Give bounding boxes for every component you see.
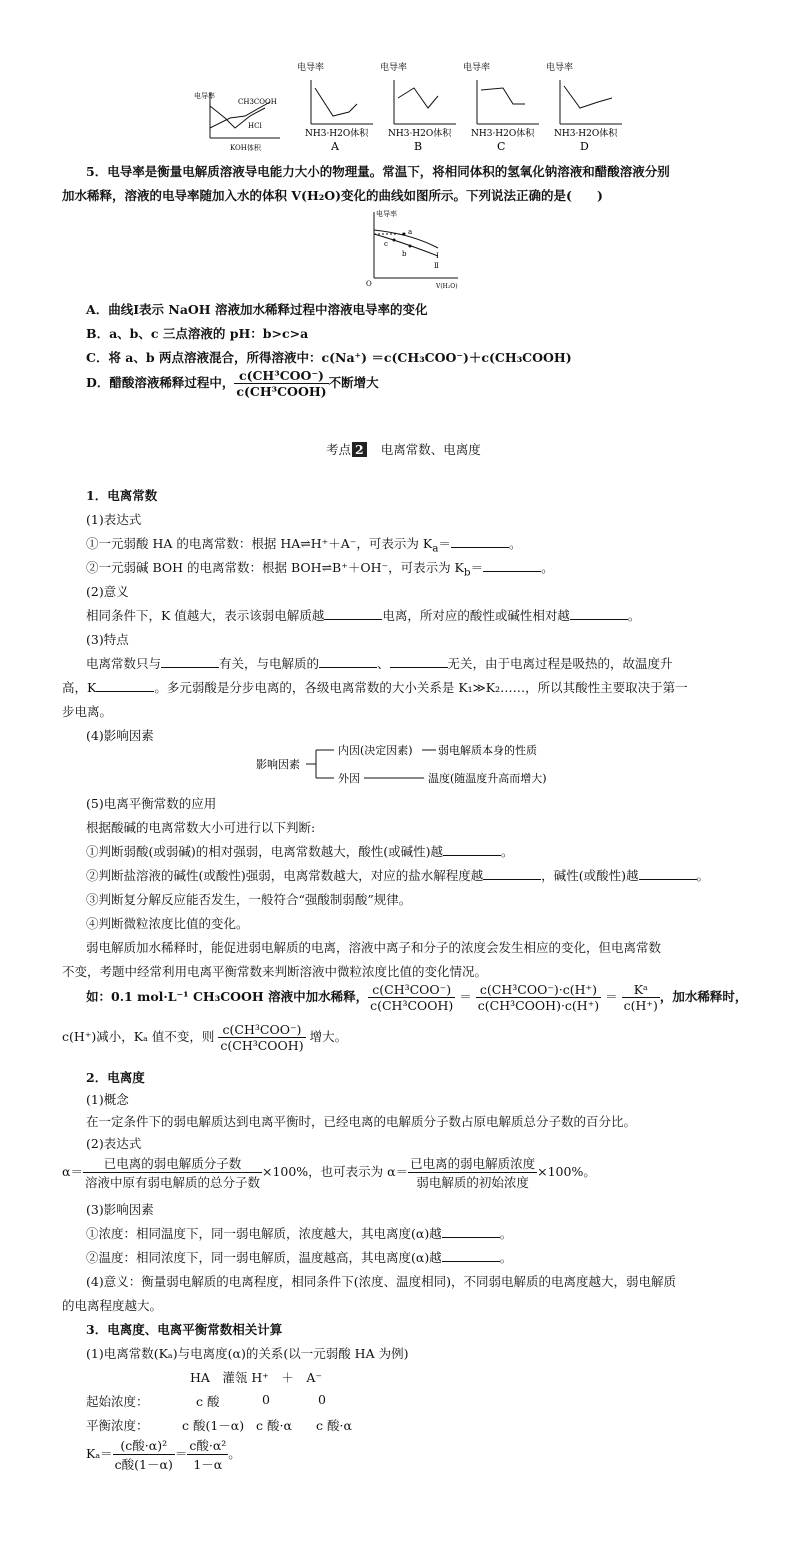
dilution-conductivity-graph <box>362 208 462 290</box>
equilibrium-concentration-label: 平衡浓度： <box>86 1418 149 1433</box>
application-2: ②判断盐溶液的碱性(或酸性)强弱，电离常数越大，对应的盐水解程度越 ，碱性(或酸性)越 。 <box>86 868 710 883</box>
alpha-formula: α＝ $\frac{\text{已电离的弱电解质分子数}}{\text{溶液中原有弱电解质的总分子数}}$ ×100%，也可表示为 α＝ $\frac{\text{已电离的弱电解质浓度}}{\text{弱电解质的初始浓度}}$ ×100%。 <box>62 1156 596 1190</box>
application-1: ①判断弱酸(或弱碱)的相对强弱，电离常数越大，酸性(或碱性)越 。 <box>86 844 514 859</box>
point-label-a: a <box>408 228 413 236</box>
option-letter-a: A <box>331 140 339 152</box>
sub-influences: (3)影响因素 <box>86 1202 154 1217</box>
significance-line1: (4)意义：衡量弱电解质的电离程度，相同条件下(浓度、温度相同)，不同弱电解质的电离度越大，弱电解质 <box>86 1274 676 1289</box>
curve-label-2: Ⅱ <box>434 262 439 270</box>
graph-xlabel: V(H₂O) <box>436 283 458 290</box>
option-letter-d: D <box>580 140 589 152</box>
equilibrium-arrow: ⇌ <box>300 536 311 551</box>
option-d-fraction: $\frac{\text{c(CH³COO⁻)}}{\text{c(CH³COOH)}}$ <box>236 368 327 399</box>
answer-blank <box>442 1225 500 1238</box>
section-number-badge: 2 <box>352 442 367 457</box>
answer-blank <box>390 655 448 668</box>
svg-text:外因: 外因 <box>338 772 360 785</box>
dilution-paragraph-line1: 弱电解质加水稀释时，能促进弱电解质的电离，溶液中离子和分子的浓度会发生相应的变化，但电离常数 <box>86 940 662 955</box>
dilution-paragraph-line2: 不变，考题中经常利用电离平衡常数来判断溶液中微粒浓度比值的变化情况。 <box>62 964 488 979</box>
svg-text:弱电解质本身的性质: 弱电解质本身的性质 <box>438 744 537 757</box>
graph-xlabel: KOH体积 <box>230 144 261 152</box>
sub-factors: (4)影响因素 <box>86 728 154 743</box>
option-a: A．曲线Ⅰ表示 NaOH 溶液加水稀释过程中溶液电导率的变化 <box>86 302 428 317</box>
answer-blank <box>161 655 219 668</box>
graph-ylabel: 电导率 <box>297 63 325 73</box>
svg-text:温度(随温度升高而增大): 温度(随温度升高而增大) <box>428 772 547 785</box>
option-graph-b <box>376 60 458 152</box>
sub-applications: (5)电离平衡常数的应用 <box>86 796 217 811</box>
influence-concentration: ①浓度：相同温度下，同一弱电解质，浓度越大，其电离度(α)越 。 <box>86 1226 513 1241</box>
answer-blank <box>639 867 697 880</box>
meaning-line: 相同条件下，K 值越大，表示该弱电解质越 电离，所对应的酸性或碱性相对越 。 <box>86 608 641 623</box>
answer-blank <box>324 607 382 620</box>
answer-blank <box>483 559 541 572</box>
significance-line2: 的电离程度越大。 <box>62 1298 163 1313</box>
factors-diagram <box>254 740 574 790</box>
answer-blank <box>319 655 377 668</box>
curve-label-1: Ⅰ <box>436 252 439 260</box>
graph-xlabel: NH3·H2O体积 <box>388 129 452 139</box>
sub-meaning: (2)意义 <box>86 584 129 599</box>
heading-ionization-degree: 2．电离度 <box>86 1070 145 1085</box>
answer-blank <box>570 607 628 620</box>
graph-origin: O <box>366 280 372 288</box>
sub-expression-2: (2)表达式 <box>86 1136 142 1151</box>
point-label-c: c <box>384 240 388 248</box>
option-letter-c: C <box>497 140 506 152</box>
initial-ha: c 酸 <box>196 1394 220 1409</box>
features-line3: 步电离。 <box>62 704 113 719</box>
answer-blank <box>483 867 541 880</box>
graph-ylabel: 电导率 <box>194 92 215 100</box>
boh-constant-line: ②一元弱碱 BOH 的电离常数：根据 BOH⇌B⁺＋OH⁻，可表示为 $K_b=$ 。 <box>86 560 554 579</box>
curve-label-ch3cooh: CH3COOH <box>238 98 277 106</box>
svg-text:内因(决定因素): 内因(决定因素) <box>338 744 413 757</box>
influence-temperature: ②温度：相同浓度下，同一弱电解质，温度越高，其电离度(α)越 。 <box>86 1250 513 1265</box>
heading-calculation: 3．电离度、电离平衡常数相关计算 <box>86 1322 283 1337</box>
curve-label-hcl: HCl <box>248 122 262 130</box>
graph-ylabel: 电导率 <box>376 210 397 218</box>
option-letter-b: B <box>414 140 423 152</box>
question-5-stem-line2: 加水稀释，溶液的电导率随加入水的体积 V(H₂O)变化的曲线如图所示。下列说法正确的是( ) <box>62 188 603 203</box>
sub-relation: (1)电离常数(Kₐ)与电离度(α)的关系(以一元弱酸 HA 为例) <box>86 1346 409 1361</box>
heading-ionization-constant: 1．电离常数 <box>86 488 158 503</box>
applications-intro: 根据酸碱的电离常数大小可进行以下判断: <box>86 820 316 835</box>
sub-concept: (1)概念 <box>86 1092 129 1107</box>
initial-concentration-label: 起始浓度： <box>86 1394 149 1409</box>
sub-features: (3)特点 <box>86 632 129 647</box>
section-heading: 考点 2 电离常数、电离度 <box>326 442 481 457</box>
answer-blank <box>443 843 501 856</box>
graph-ylabel: 电导率 <box>546 63 574 73</box>
initial-a: 0 <box>318 1392 326 1407</box>
point-label-b: b <box>402 250 407 258</box>
initial-h: 0 <box>262 1392 270 1407</box>
sub-expression: (1)表达式 <box>86 512 142 527</box>
ka-formula: Kₐ＝ $\frac{\text{(c酸·α)²}}{\text{c酸(1－α)}}$ ＝ $\frac{\text{c酸·α²}}{1-\alpha}$ 。 <box>86 1438 241 1472</box>
answer-blank <box>442 1249 500 1262</box>
graph-xlabel: NH3·H2O体积 <box>305 129 369 139</box>
ha-constant-line: ①一元弱酸 HA 的电离常数：根据 HA⇌H⁺＋A⁻，可表示为 $K_a=$ 。 <box>86 536 522 555</box>
ionization-equation: HA 灌瓴 H⁺ ＋ A⁻ <box>190 1370 323 1385</box>
answer-blank <box>451 535 509 548</box>
application-3: ③判断复分解反应能否发生，一般符合“强酸制弱酸”规律。 <box>86 892 412 907</box>
graph-xlabel: NH3·H2O体积 <box>471 129 535 139</box>
example-line2: c(H⁺)减小，Kₐ 值不变，则 $\frac{\text{c(CH³COO⁻)}}{\text{c(CH³COOH)}}$ 增大。 <box>62 1022 348 1053</box>
graph-xlabel: NH3·H2O体积 <box>554 129 618 139</box>
equilibrium-a: c 酸·α <box>316 1418 352 1433</box>
answer-blank <box>96 679 154 692</box>
application-4: ④判断微粒浓度比值的变化。 <box>86 916 249 931</box>
option-d: D．醋酸溶液稀释过程中， $\frac{\text{c(CH³COO⁻)}}{\text{c(CH³COOH)}}$ 不断增大 <box>86 368 379 399</box>
option-graph-d <box>542 60 624 152</box>
svg-text:影响因素: 影响因素 <box>256 758 300 771</box>
option-c: C．将 a、b 两点溶液混合，所得溶液中：c(Na⁺) ＝c(CH₃COO⁻)＋c(CH₃COOH) <box>86 350 572 365</box>
features-line2: 高，K 。多元弱酸是分步电离的，各级电离常数的大小关系是 K₁≫K₂……，所以其酸性主要取决于第一 <box>62 680 688 695</box>
graph-ylabel: 电导率 <box>463 63 491 73</box>
koh-conductivity-graph <box>190 88 290 152</box>
concept-text: 在一定条件下的弱电解质达到电离平衡时，已经电离的电解质分子数占原电解质总分子数的百分比。 <box>86 1114 637 1129</box>
equilibrium-ha: c 酸(1－α) <box>182 1418 245 1433</box>
graph-ylabel: 电导率 <box>380 63 408 73</box>
option-graph-c <box>459 60 541 152</box>
question-5-stem-line1: 5．电导率是衡量电解质溶液导电能力大小的物理量。常温下，将相同体积的氢氧化钠溶液和醋酸溶液分别 <box>86 164 670 179</box>
option-graph-a <box>293 60 375 152</box>
example-line: 如：0.1 mol·L⁻¹ CH₃COOH 溶液中加水稀释， $\frac{\text{c(CH³COO⁻)}}{\text{c(CH³COOH)}}$ ＝ $\frac{\text{c(CH³COO⁻)·c(H⁺)}}{\text{c(CH³COOH)·c(H⁺)}}$ ＝ $\frac{\text{Kᵃ}}{c(H^+)}$ ，加水稀释时， <box>86 982 748 1013</box>
equilibrium-h: c 酸·α <box>256 1418 292 1433</box>
features-line1: 电离常数只与 有关，与电解质的 、 无关，由于电离过程是吸热的，故温度升 <box>86 656 673 671</box>
option-b: B．a、b、c 三点溶液的 pH：b>c>a <box>86 326 309 341</box>
equilibrium-arrow: ⇌ <box>321 560 333 575</box>
